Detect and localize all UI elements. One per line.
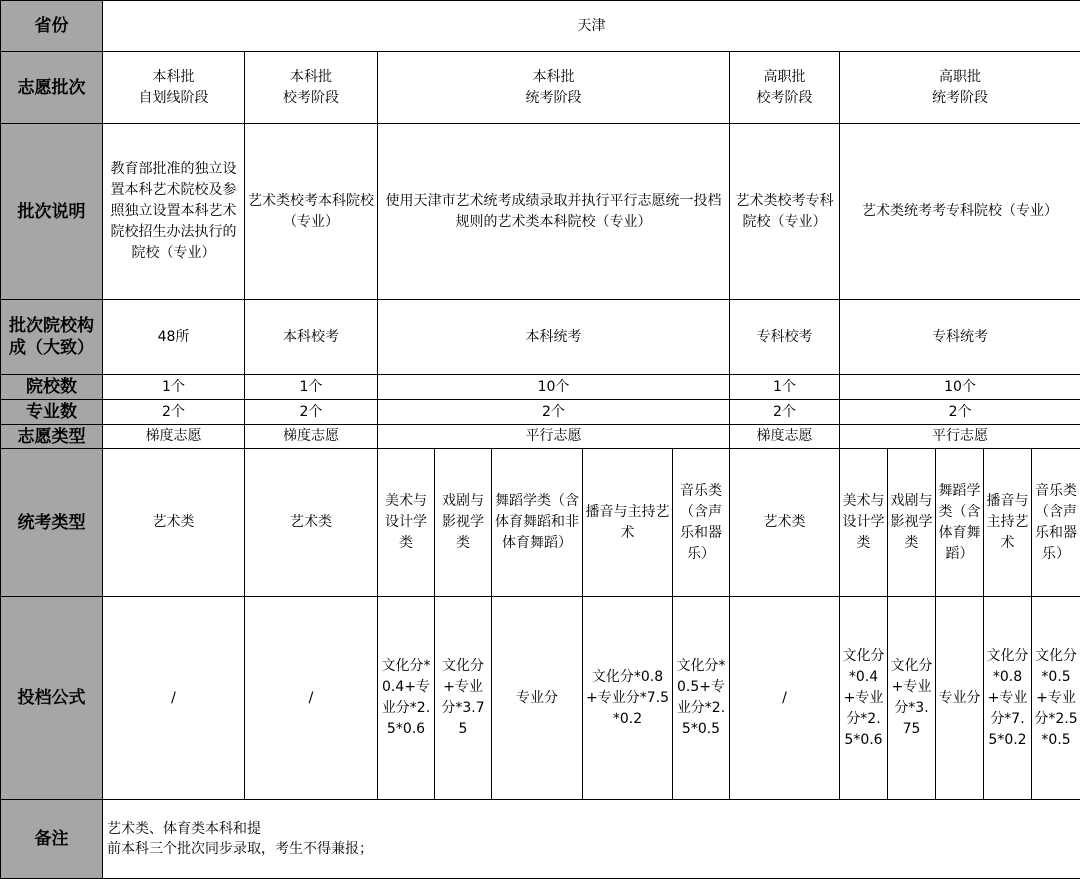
school-count-4: 1个 bbox=[730, 375, 840, 400]
composition-4: 专科校考 bbox=[730, 300, 840, 375]
formula-b2: / bbox=[245, 597, 378, 800]
exam-type-row bbox=[1, 449, 1080, 597]
major-count-3: 2个 bbox=[378, 400, 730, 425]
exam-type-b3-dance: 舞蹈学类（含体育舞蹈和非体育舞蹈） bbox=[492, 449, 583, 597]
exam-type-b3-music: 音乐类（含声乐和器乐） bbox=[673, 449, 730, 597]
volunteer-type-1: 梯度志愿 bbox=[103, 425, 245, 449]
composition-3: 本科统考 bbox=[378, 300, 730, 375]
batch-desc-3: 使用天津市艺术统考成绩录取并执行平行志愿统一投档规则的艺术类本科院校（专业） bbox=[378, 124, 730, 300]
exam-type-b4: 艺术类 bbox=[730, 449, 840, 597]
formula-b5-dance: 专业分 bbox=[936, 597, 984, 800]
exam-type-b5-broadcast: 播音与主持艺术 bbox=[984, 449, 1032, 597]
formula-label: 投档公式 bbox=[1, 597, 103, 800]
major-count-row bbox=[1, 400, 1080, 425]
exam-type-b5-drama-film: 戏剧与影视学类 bbox=[888, 449, 936, 597]
batch-4: 高职批 校考阶段 bbox=[730, 52, 840, 124]
remarks-line-2: 前本科三个批次同步录取，考生不得兼报； bbox=[107, 841, 373, 857]
volunteer-type-2: 梯度志愿 bbox=[245, 425, 378, 449]
formula-b3-dance: 专业分 bbox=[492, 597, 583, 800]
exam-type-b3-art-design: 美术与设计学类 bbox=[378, 449, 435, 597]
province-label: 省份 bbox=[1, 1, 103, 52]
formula-b5-drama-film: 文化分+专业分*3.75 bbox=[888, 597, 936, 800]
composition-2: 本科校考 bbox=[245, 300, 378, 375]
formula-b4: / bbox=[730, 597, 840, 800]
province-value: 天津 bbox=[103, 1, 1080, 52]
school-count-row bbox=[1, 375, 1080, 400]
batch-3: 本科批 统考阶段 bbox=[378, 52, 730, 124]
composition-row bbox=[1, 300, 1080, 375]
composition-1: 48所 bbox=[103, 300, 245, 375]
exam-type-label: 统考类型 bbox=[1, 449, 103, 597]
major-count-4: 2个 bbox=[730, 400, 840, 425]
exam-type-b3-drama-film: 戏剧与影视学类 bbox=[435, 449, 492, 597]
school-count-5: 10个 bbox=[840, 375, 1080, 400]
major-count-label: 专业数 bbox=[1, 400, 103, 425]
formula-row bbox=[1, 597, 1080, 800]
batch-desc-row bbox=[1, 124, 1080, 300]
remarks-row bbox=[1, 800, 1080, 879]
formula-b5-art-design: 文化分*0.4+专业分*2.5*0.6 bbox=[840, 597, 888, 800]
school-count-2: 1个 bbox=[245, 375, 378, 400]
exam-type-b2: 艺术类 bbox=[245, 449, 378, 597]
composition-label: 批次院校构成（大致） bbox=[1, 300, 103, 375]
major-count-2: 2个 bbox=[245, 400, 378, 425]
volunteer-type-row bbox=[1, 425, 1080, 449]
formula-b5-broadcast: 文化分*0.8+专业分*7.5*0.2 bbox=[984, 597, 1032, 800]
formula-b3-drama-film: 文化分+专业分*3.75 bbox=[435, 597, 492, 800]
volunteer-type-label: 志愿类型 bbox=[1, 425, 103, 449]
formula-b5-music: 文化分*0.5+专业分*2.5*0.5 bbox=[1032, 597, 1080, 800]
formula-b3-broadcast: 文化分*0.8+专业分*7.5*0.2 bbox=[583, 597, 673, 800]
batch-desc-label: 批次说明 bbox=[1, 124, 103, 300]
volunteer-type-4: 梯度志愿 bbox=[730, 425, 840, 449]
batch-row bbox=[1, 52, 1080, 124]
batch-1: 本科批 自划线阶段 bbox=[103, 52, 245, 124]
province-row bbox=[1, 1, 1080, 52]
batch-2: 本科批 校考阶段 bbox=[245, 52, 378, 124]
batch-label: 志愿批次 bbox=[1, 52, 103, 124]
exam-type-b5-music: 音乐类（含声乐和器乐） bbox=[1032, 449, 1080, 597]
composition-5: 专科统考 bbox=[840, 300, 1080, 375]
batch-5: 高职批 统考阶段 bbox=[840, 52, 1080, 124]
formula-b3-art-design: 文化分*0.4+专业分*2.5*0.6 bbox=[378, 597, 435, 800]
major-count-5: 2个 bbox=[840, 400, 1080, 425]
school-count-label: 院校数 bbox=[1, 375, 103, 400]
exam-type-b1: 艺术类 bbox=[103, 449, 245, 597]
formula-b3-music: 文化分*0.5+专业分*2.5*0.5 bbox=[673, 597, 730, 800]
batch-desc-1: 教育部批准的独立设置本科艺术院校及参照独立设置本科艺术院校招生办法执行的院校（专业） bbox=[103, 124, 245, 300]
remarks-line-1: 艺术类、体育类本科和提 bbox=[107, 821, 261, 837]
remarks-text bbox=[103, 800, 1080, 879]
exam-type-b5-dance: 舞蹈学类（含体育舞蹈） bbox=[936, 449, 984, 597]
batch-desc-5: 艺术类统考考专科院校（专业） bbox=[840, 124, 1080, 300]
batch-desc-4: 艺术类校考专科院校（专业） bbox=[730, 124, 840, 300]
major-count-1: 2个 bbox=[103, 400, 245, 425]
volunteer-type-3: 平行志愿 bbox=[378, 425, 730, 449]
batch-desc-2: 艺术类校考本科院校（专业） bbox=[245, 124, 378, 300]
school-count-3: 10个 bbox=[378, 375, 730, 400]
exam-type-b3-broadcast: 播音与主持艺术 bbox=[583, 449, 673, 597]
formula-b1: / bbox=[103, 597, 245, 800]
volunteer-type-5: 平行志愿 bbox=[840, 425, 1080, 449]
exam-type-b5-art-design: 美术与设计学类 bbox=[840, 449, 888, 597]
school-count-1: 1个 bbox=[103, 375, 245, 400]
remarks-label: 备注 bbox=[1, 800, 103, 879]
